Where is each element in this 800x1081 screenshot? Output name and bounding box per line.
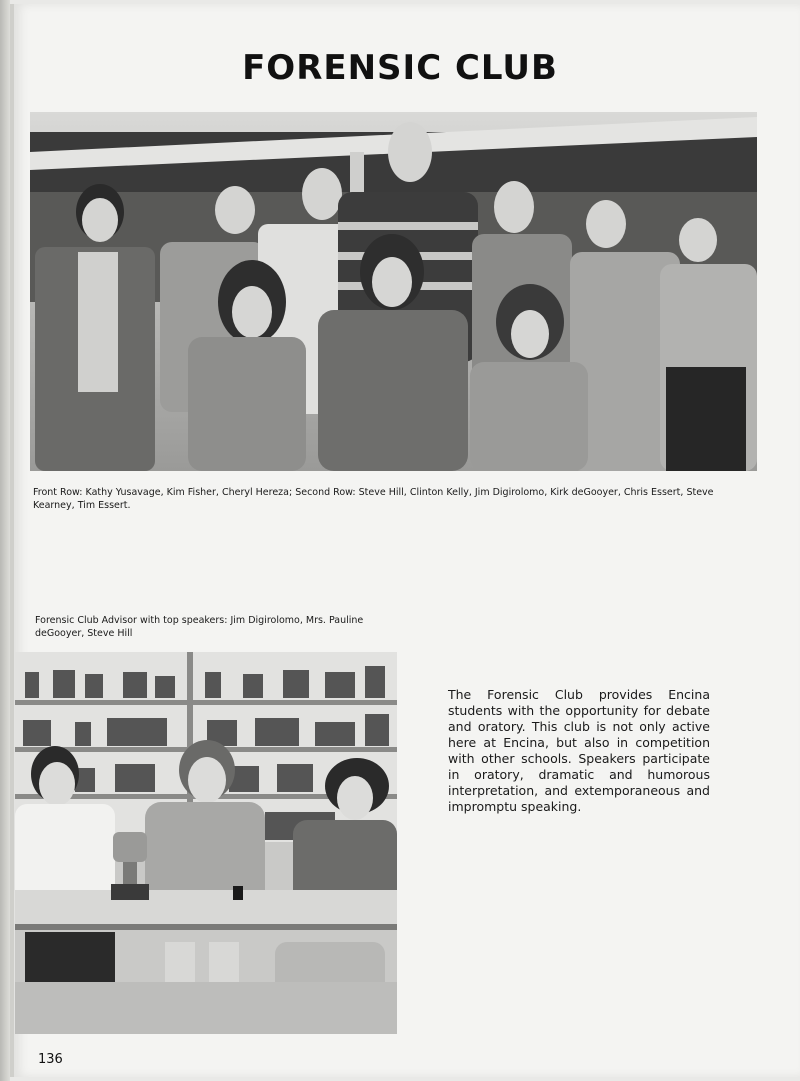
page-binding <box>0 0 10 1081</box>
group-photo-image <box>30 112 757 471</box>
advisor-photo <box>15 652 397 1034</box>
advisor-photo-image <box>15 652 397 1034</box>
article-text: The Forensic Club provides Encina students with the opportunity for debate and oratory. This club is not only active here at Encina, but also in competition with other schools. Speakers participate in oratory, dramatic and humorous interpretation, and extemporaneous and impromptu speaking. <box>448 687 710 814</box>
page-title: FORENSIC CLUB <box>242 48 558 88</box>
page-number: 136 <box>38 1052 63 1067</box>
advisor-photo-caption: Forensic Club Advisor with top speakers: Jim Digirolomo, Mrs. Pauline deGooyer, Steve Hill <box>35 615 364 639</box>
group-photo-caption: Front Row: Kathy Yusavage, Kim Fisher, Cheryl Hereza; Second Row: Steve Hill, Clinton Kelly, Jim Digirolomo, Kirk deGooyer, Chris Essert, Steve Kearney, Tim Essert. <box>33 487 714 511</box>
group-photo <box>30 112 757 471</box>
